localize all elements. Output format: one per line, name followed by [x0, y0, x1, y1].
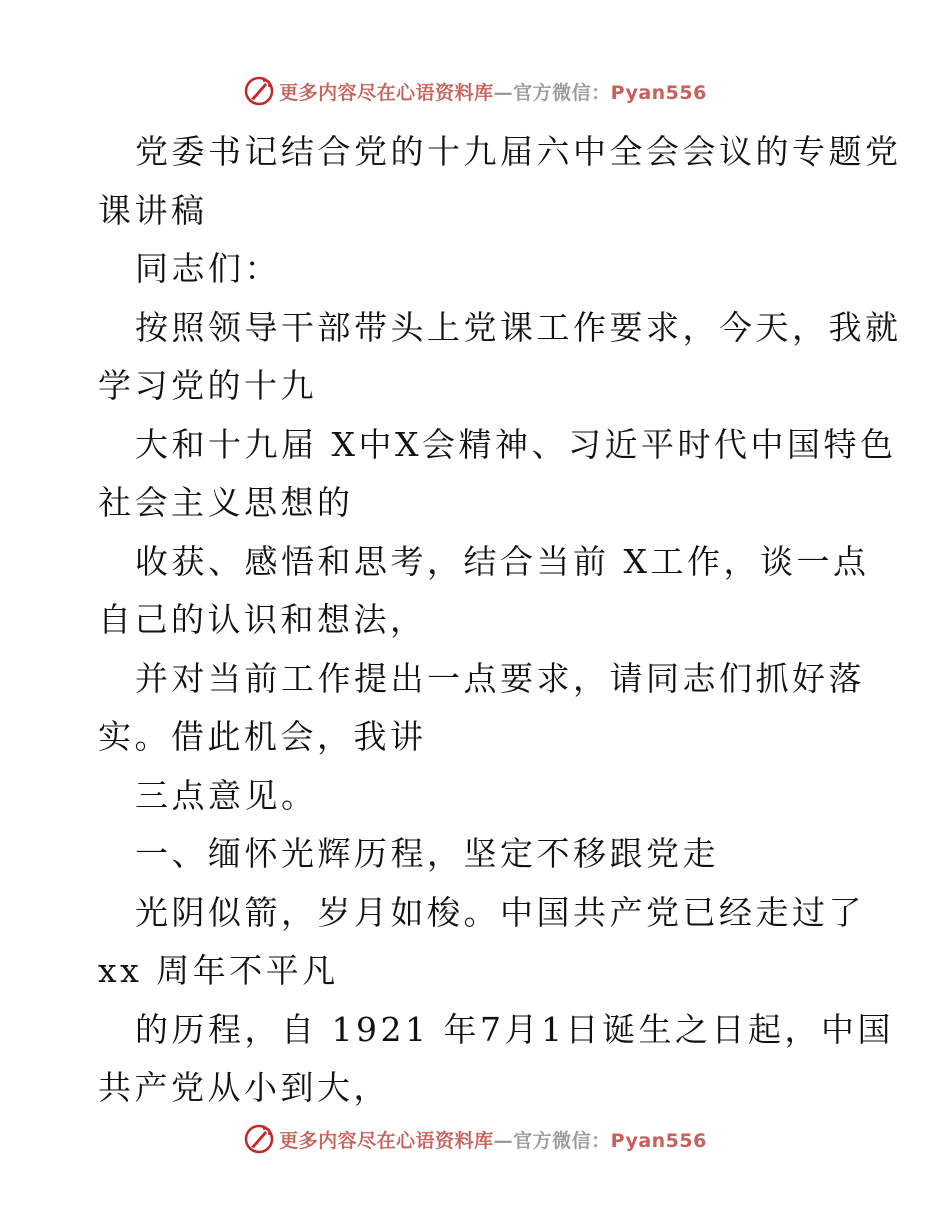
- watermark-id: Pyan556: [610, 81, 707, 104]
- doc-line: 自己的认识和想法，: [98, 600, 427, 639]
- doc-line: 学习党的十九: [98, 366, 317, 405]
- footer-watermark-text: [279, 1126, 707, 1153]
- doc-line: 课讲稿: [98, 190, 208, 230]
- doc-line: 三点意见。: [135, 775, 318, 815]
- quill-logo-icon: [243, 75, 275, 107]
- doc-line: 同志们：: [135, 249, 281, 288]
- watermark-sep: —官方微信：: [493, 81, 611, 104]
- watermark-main: 更多内容尽在心语资料库: [279, 81, 494, 104]
- document-body: [98, 123, 902, 1118]
- doc-line: 大和十九届 X中X会精神、习近平时代中国特色: [135, 424, 897, 464]
- doc-line: 共产党从小到大，: [98, 1068, 390, 1107]
- doc-line: 的历程，自 1921 年7月1日诞生之日起，中国: [135, 1009, 894, 1049]
- watermark-main: 更多内容尽在心语资料库: [279, 1129, 494, 1152]
- doc-line: 收获、感悟和思考，结合当前 X工作，谈一点: [135, 541, 870, 581]
- doc-line: 并对当前工作提出一点要求，请同志们抓好落: [135, 658, 865, 698]
- header-watermark-banner: [0, 71, 950, 111]
- doc-line: 社会主义思想的: [98, 483, 354, 522]
- header-watermark-text: [279, 78, 707, 105]
- doc-line: 光阴似箭，岁月如梭。中国共产党已经走过了: [135, 892, 865, 932]
- doc-line: xx 周年不平凡: [98, 951, 339, 990]
- watermark-sep: —官方微信：: [493, 1129, 611, 1152]
- quill-logo-icon: [243, 1123, 275, 1155]
- doc-line: 按照领导干部带头上党课工作要求，今天，我就: [135, 307, 902, 347]
- doc-line: 党委书记结合党的十九届六中全会会议的专题党: [135, 132, 902, 171]
- footer-watermark-banner: [0, 1119, 950, 1159]
- section-heading: 一、缅怀光辉历程，坚定不移跟党走: [135, 834, 719, 873]
- watermark-id: Pyan556: [610, 1129, 707, 1152]
- doc-line: 实。借此机会，我讲: [98, 717, 427, 756]
